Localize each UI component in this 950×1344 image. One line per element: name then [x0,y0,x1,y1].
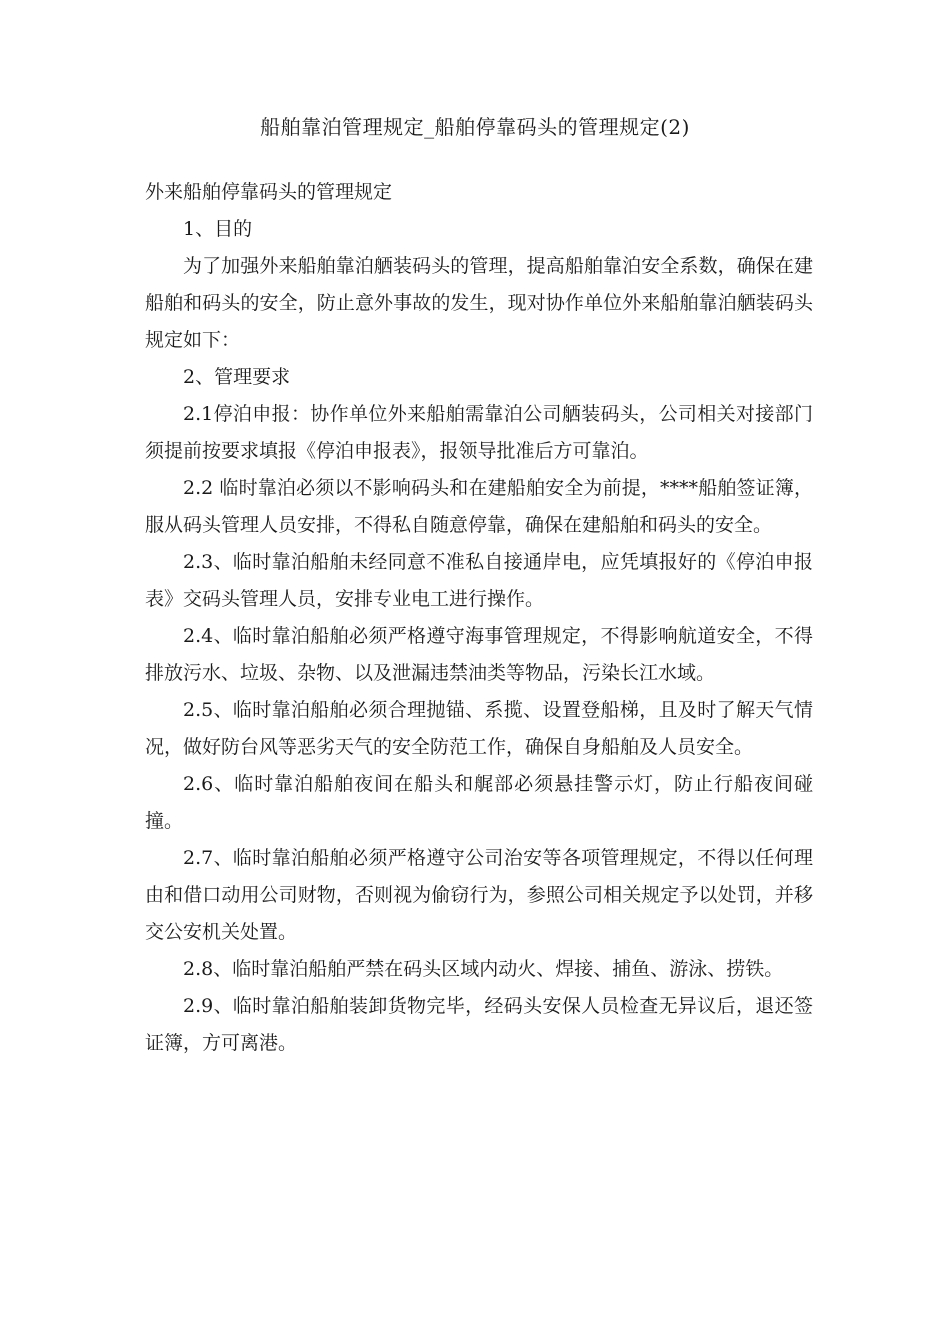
rule-2-1: 2.1停泊申报：协作单位外来船舶需靠泊公司舾装码头，公司相关对接部门须提前按要求填报《停泊申报表》，报领导批准后方可靠泊。 [145,403,813,462]
rule-2-5: 2.5、临时靠泊船舶必须合理抛锚、系揽、设置登船梯，且及时了解天气情况，做好防台风等恶劣天气的安全防范工作，确保自身船舶及人员安全。 [145,699,813,758]
section-number-purpose: 1、目的 [183,218,253,240]
rule-2-4: 2.4、临时靠泊船舶必须严格遵守海事管理规定，不得影响航道安全，不得排放污水、垃圾、杂物、以及泄漏违禁油类等物品，污染长江水域。 [145,625,813,684]
rule-2-7: 2.7、临时靠泊船舶必须严格遵守公司治安等各项管理规定，不得以任何理由和借口动用公司财物，否则视为偷窃行为，参照公司相关规定予以处罚，并移交公安机关处置。 [145,847,813,943]
document-body [145,174,813,1062]
rule-2-3: 2.3、临时靠泊船舶未经同意不准私自接通岸电，应凭填报好的《停泊申报表》交码头管理人员，安排专业电工进行操作。 [145,551,813,610]
rule-2-2: 2.2 临时靠泊必须以不影响码头和在建船舶安全为前提，****船舶签证簿，服从码头管理人员安排，不得私自随意停靠，确保在建船舶和码头的安全。 [145,477,813,536]
rule-2-9: 2.9、临时靠泊船舶装卸货物完毕，经码头安保人员检查无异议后，退还签证簿，方可离港。 [145,995,813,1054]
rule-2-8: 2.8、临时靠泊船舶严禁在码头区域内动火、焊接、捕鱼、游泳、捞铁。 [183,958,784,980]
section-heading: 外来船舶停靠码头的管理规定 [145,181,393,203]
purpose-paragraph: 为了加强外来船舶靠泊舾装码头的管理，提高船舶靠泊安全系数，确保在建船舶和码头的安全，防止意外事故的发生，现对协作单位外来船舶靠泊舾装码头规定如下： [145,255,813,351]
document-title: 船舶靠泊管理规定_船舶停靠码头的管理规定(2) [260,115,690,139]
section-number-requirements: 2、管理要求 [183,366,291,388]
rule-2-6: 2.6、临时靠泊船舶夜间在船头和艉部必须悬挂警示灯，防止行船夜间碰撞。 [145,773,813,832]
